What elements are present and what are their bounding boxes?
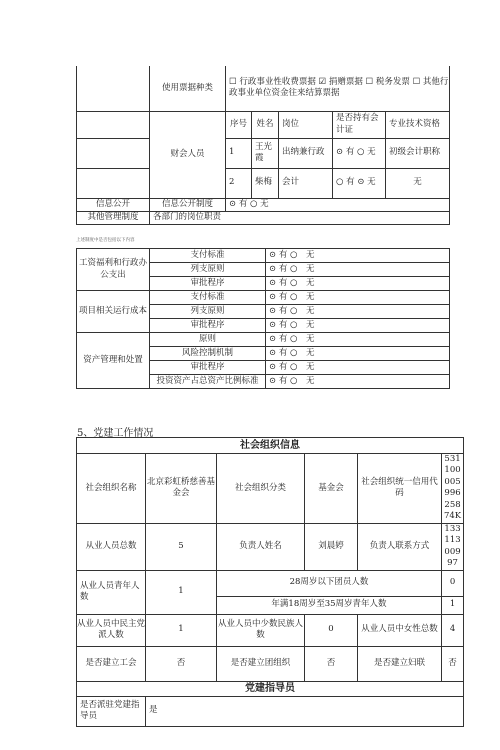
staff-header-post: 岗位 xyxy=(279,111,333,138)
minority-count-value: 0 xyxy=(305,614,358,646)
minority-count-label: 从业人员中少数民族人数 xyxy=(217,614,305,646)
staff-header-cert: 是否持有会计证 xyxy=(333,111,386,138)
disclosure-value: ⊙ 有 ○ 无 xyxy=(226,198,450,211)
group-item: 审批程序 xyxy=(150,277,266,291)
youth-league-value: 否 xyxy=(305,646,358,681)
group-item: 风险控制机制 xyxy=(150,347,266,361)
staff-row-1-no: 1 xyxy=(226,138,252,168)
women-federation-value: 否 xyxy=(442,646,464,681)
org-code-label: 社会组织统一信用代码 xyxy=(358,454,442,524)
youth-league-label: 是否建立团组织 xyxy=(217,646,305,681)
staff-row-2-qual: 无 xyxy=(386,168,450,198)
group-item-value: ⊙ 有 ○ 无 xyxy=(266,305,450,319)
union-value: 否 xyxy=(146,646,217,681)
group-item-value: ⊙ 有 ○ 无 xyxy=(266,263,450,277)
party-guide-label: 是否派驻党建指导员 xyxy=(77,696,146,726)
staff-header-no: 序号 xyxy=(226,111,252,138)
staff-row-1-name: 王光霞 xyxy=(252,138,279,168)
group-item: 审批程序 xyxy=(150,319,266,333)
group-item: 列支原则 xyxy=(150,263,266,277)
group-item-value: ⊙ 有 ○ 无 xyxy=(266,319,450,333)
group-item-value: ⊙ 有 ○ 无 xyxy=(266,277,450,291)
group-item: 支付标准 xyxy=(150,291,266,305)
group-item: 原则 xyxy=(150,333,266,347)
youth-count-label: 从业人员青年人数 xyxy=(77,570,146,614)
league-member-label: 28周岁以下团员人数 xyxy=(217,570,442,596)
group-item: 支付标准 xyxy=(150,249,266,263)
disclosure-label: 信息公开 xyxy=(77,198,150,211)
group-label-project: 项目相关运行成本 xyxy=(77,291,150,333)
org-type-value: 基金会 xyxy=(305,454,358,524)
youth-count-value: 1 xyxy=(146,570,217,614)
group-item-value: ⊙ 有 ○ 无 xyxy=(266,291,450,305)
staff-row-1-cert: ⊙ 有 ○ 无 xyxy=(333,138,386,168)
group-item-value: ⊙ 有 ○ 无 xyxy=(266,375,450,389)
org-name-label: 社会组织名称 xyxy=(77,454,146,524)
group-item: 审批程序 xyxy=(150,361,266,375)
org-type-label: 社会组织分类 xyxy=(217,454,305,524)
staff-row-2-cert: ○ 有 ⊙ 无 xyxy=(333,168,386,198)
staff-header-qual: 专业技术资格 xyxy=(386,111,450,138)
section-title: 5、党建工作情况 xyxy=(77,428,154,439)
other-policy-value: 各部门的岗位职责 xyxy=(150,211,450,224)
disclosure-item: 信息公开制度 xyxy=(150,198,226,211)
finance-table xyxy=(76,66,450,225)
org-info-table xyxy=(76,437,464,727)
party-guide-value: 是 xyxy=(146,696,464,726)
org-info-header: 社会组织信息 xyxy=(77,438,464,454)
leader-contact-value: 13311300997 xyxy=(442,523,464,570)
org-name-value: 北京彩虹桥慈善基金会 xyxy=(146,454,217,524)
age-range-label: 年满18周岁至35周岁青年人数 xyxy=(217,596,442,614)
leader-name-label: 负责人姓名 xyxy=(217,523,305,570)
democrat-count-label: 从业人员中民主党派人数 xyxy=(77,614,146,646)
staff-row-1-post: 出纳兼行政 xyxy=(279,138,333,168)
group-label-salary: 工资福利和行政办公支出 xyxy=(77,249,150,291)
age-range-value: 1 xyxy=(442,596,464,614)
staff-total-value: 5 xyxy=(146,523,217,570)
org-code-value: 53110000599625874K xyxy=(442,454,464,524)
staff-row-2-name: 柴梅 xyxy=(252,168,279,198)
ticket-type-label: 使用票据种类 xyxy=(150,66,226,111)
group-item: 投资资产占总资产比例标准 xyxy=(150,375,266,389)
staff-row-1-qual: 初级会计职称 xyxy=(386,138,450,168)
leader-contact-label: 负责人联系方式 xyxy=(358,523,442,570)
staff-row-2-post: 会计 xyxy=(279,168,333,198)
staff-total-label: 从业人员总数 xyxy=(77,523,146,570)
women-count-value: 4 xyxy=(442,614,464,646)
other-policy-label: 其他管理制度 xyxy=(77,211,150,224)
staff-header-name: 姓名 xyxy=(252,111,279,138)
accounting-staff-label: 财会人员 xyxy=(150,111,226,198)
group-item: 列支原则 xyxy=(150,305,266,319)
union-label: 是否建立工会 xyxy=(77,646,146,681)
group-item-value: ⊙ 有 ○ 无 xyxy=(266,347,450,361)
leader-name-value: 刘晨婷 xyxy=(305,523,358,570)
group-label-assets: 资产管理和处置 xyxy=(77,333,150,389)
ticket-type-options: ☐ 行政事业性收费票据 ☑ 捐赠票据 ☐ 税务发票 ☐ 其他行政事业单位资金往来结算票据 xyxy=(226,66,450,111)
fine-print-note: 上述制度中是否包括以下内容 xyxy=(76,238,135,243)
women-federation-label: 是否建立妇联 xyxy=(358,646,442,681)
women-count-label: 从业人员中女性总数 xyxy=(358,614,442,646)
group-item-value: ⊙ 有 ○ 无 xyxy=(266,361,450,375)
democrat-count-value: 1 xyxy=(146,614,217,646)
league-member-value: 0 xyxy=(442,570,464,596)
policy-content-table xyxy=(76,248,450,389)
party-guide-header: 党建指导员 xyxy=(77,681,464,696)
staff-row-2-no: 2 xyxy=(226,168,252,198)
group-item-value: ⊙ 有 ○ 无 xyxy=(266,333,450,347)
group-item-value: ⊙ 有 ○ 无 xyxy=(266,249,450,263)
